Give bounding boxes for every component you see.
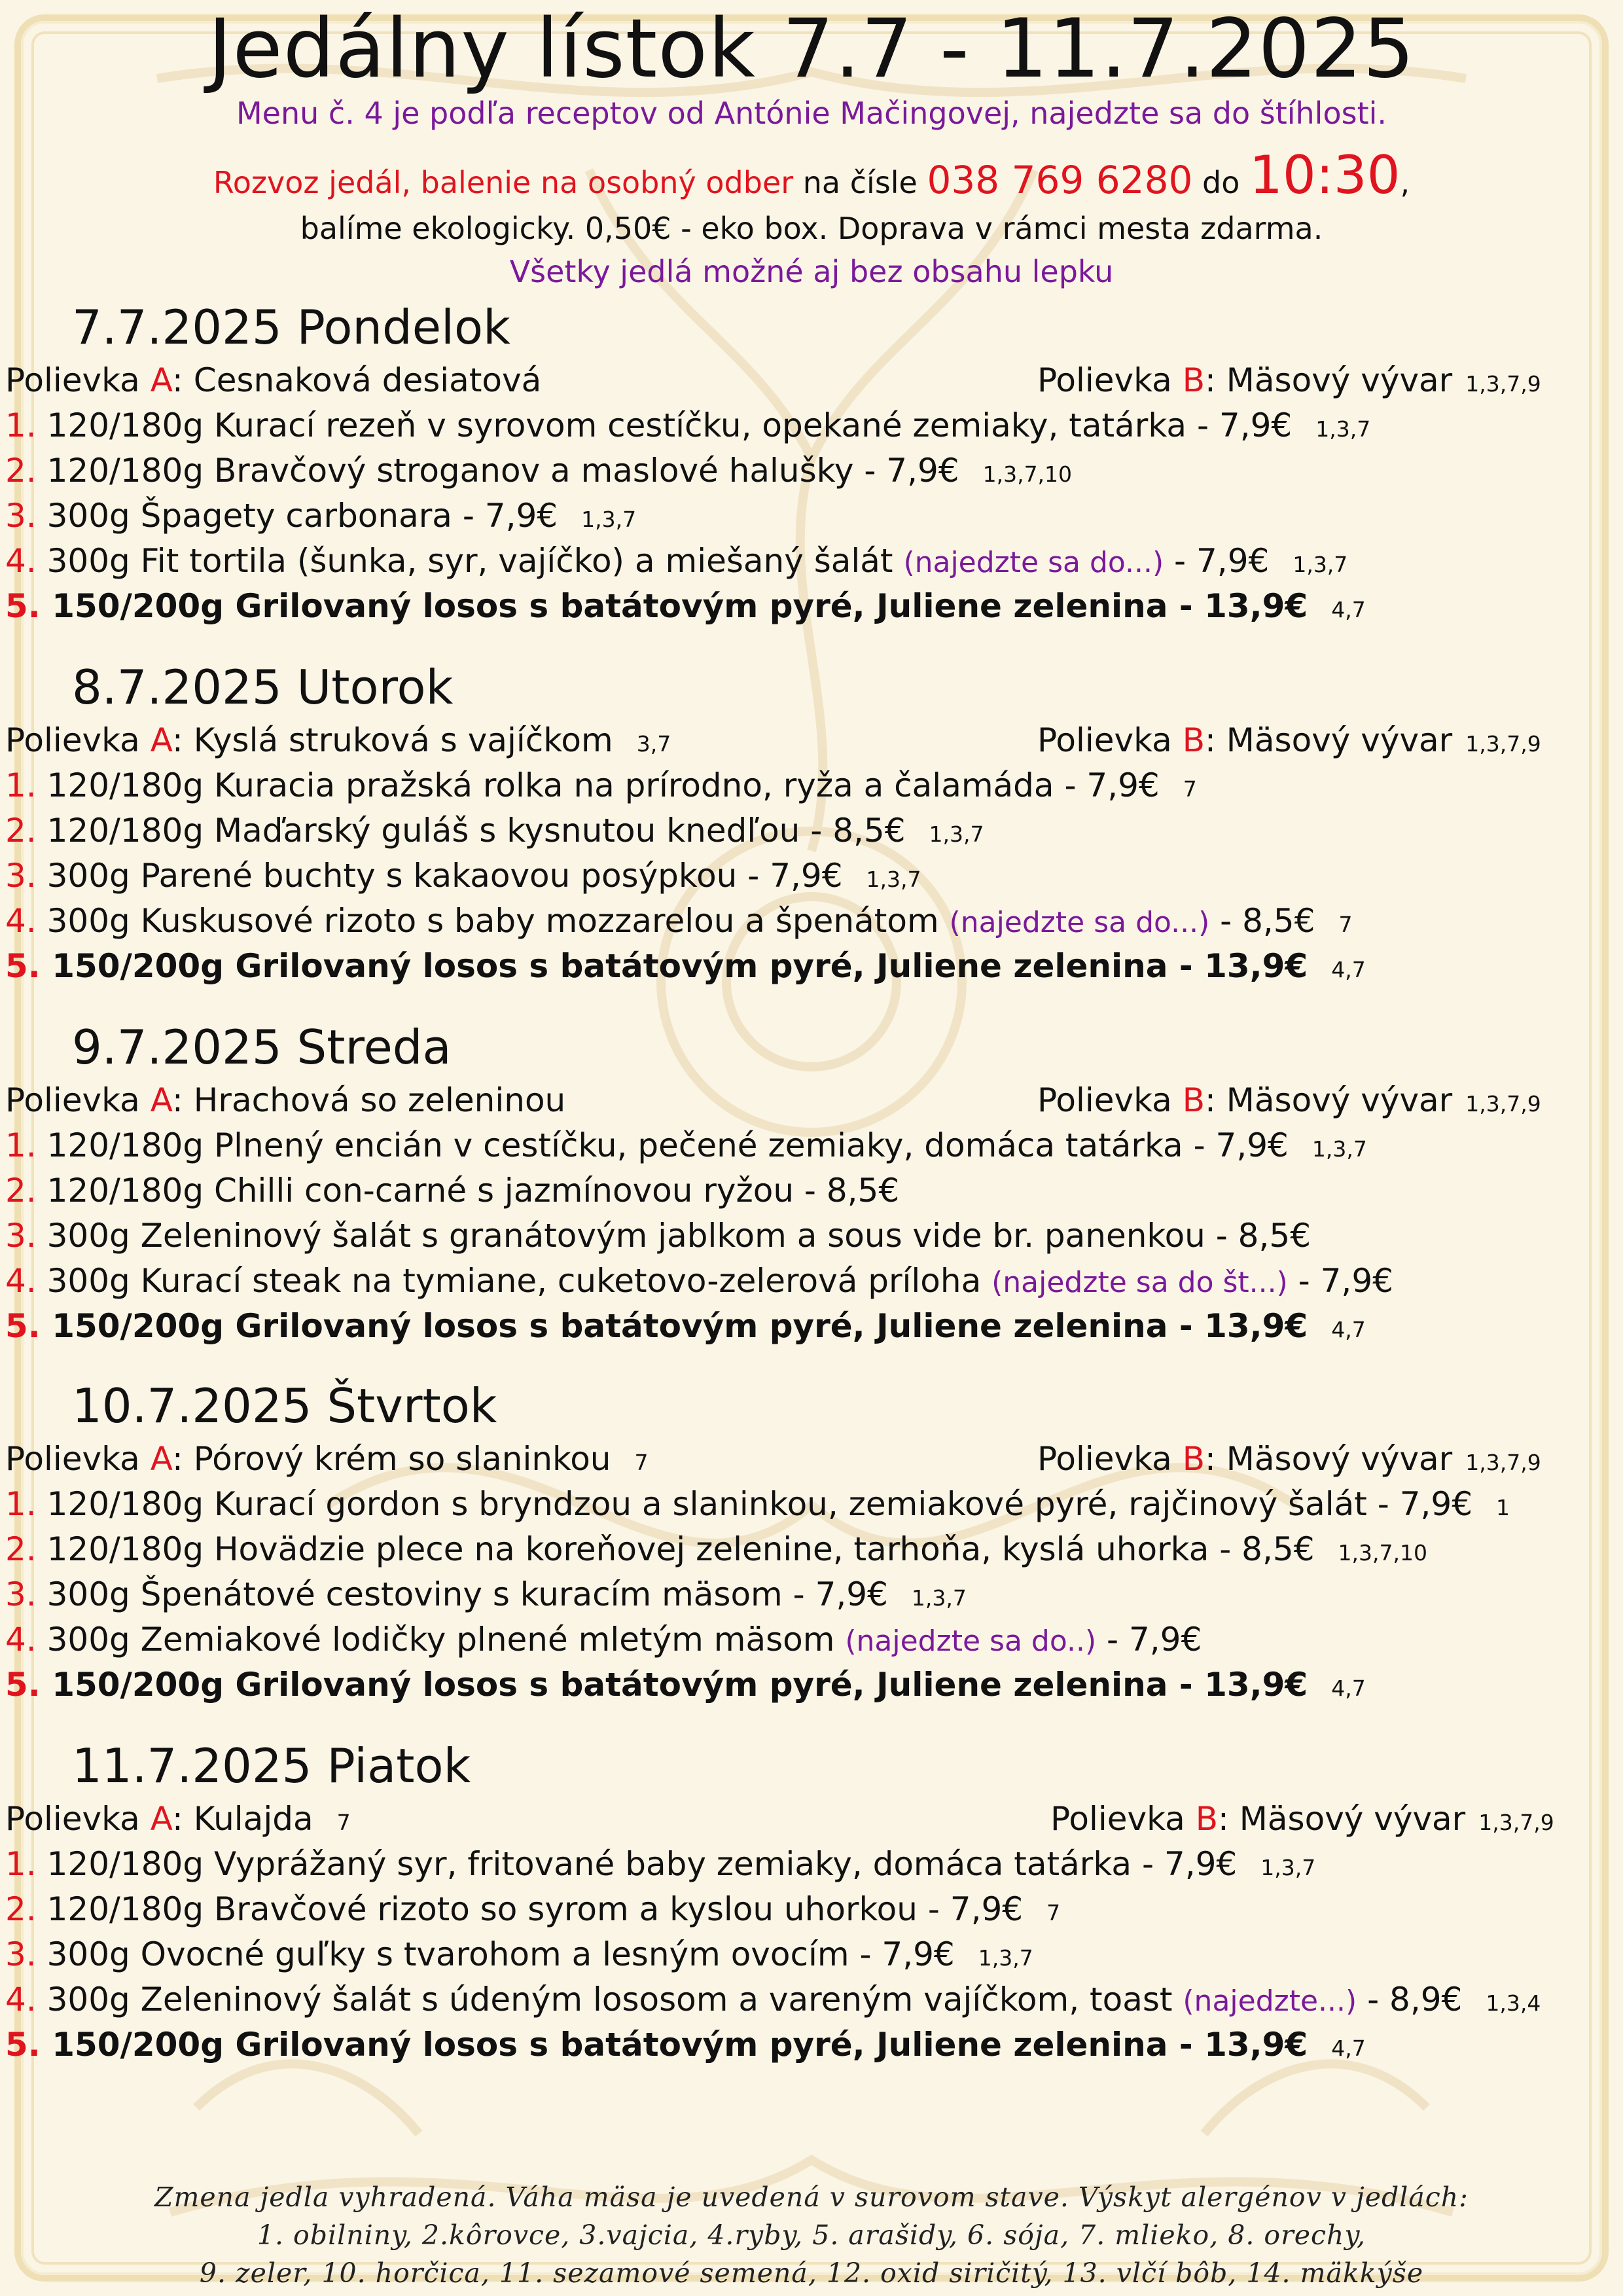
menu-item: [5, 944, 1366, 992]
item-allergens: 4,7: [1331, 1676, 1366, 1701]
item-allergens: 4,7: [1331, 1317, 1366, 1342]
soup-b-allergens: 1,3,7,9: [1465, 371, 1541, 397]
soup-a: [5, 1437, 649, 1485]
soup-a-colon: :: [172, 1081, 194, 1119]
item-text: 150/200g Grilovaný losos s batátovým pyré, Juliene zelenina - 13,9€: [40, 2026, 1308, 2064]
item-allergens: 4,7: [1331, 2036, 1366, 2061]
item-allergens: 1,3,7: [1293, 552, 1348, 577]
item-text: 120/180g Bravčové rizoto so syrom a kyslou uhorkou - 7,9€: [36, 1890, 1024, 1928]
item-text: 120/180g Hovädzie plece na koreňovej zelenine, tarhoňa, kyslá uhorka - 8,5€: [36, 1530, 1315, 1568]
soup-b-name: Mäsový vývar: [1226, 721, 1453, 759]
soup-b-letter: B: [1182, 721, 1205, 759]
menu-item: [5, 448, 1072, 497]
item-price-tail: - 7,9€: [1164, 542, 1270, 580]
soup-b-name: Mäsový vývar: [1226, 1440, 1453, 1478]
item-allergens: 4,7: [1331, 957, 1366, 982]
item-number: 1.: [5, 1126, 37, 1164]
item-text: 120/180g Kurací rezeň v syrovom cestíčku, opekané zemiaky, tatárka - 7,9€: [36, 406, 1293, 444]
menu-item: [5, 2022, 1366, 2071]
item-text: 300g Parené buchty s kakaovou posýpkou - 7,9€: [36, 857, 843, 895]
soup-b-allergens: 1,3,7,9: [1465, 1091, 1541, 1117]
soup-b-colon: :: [1205, 1440, 1226, 1478]
item-allergens: 7: [1338, 912, 1353, 937]
menu-item: [5, 1842, 1315, 1890]
soup-a-name: Kulajda: [193, 1800, 313, 1838]
menu-item: [5, 584, 1366, 632]
soup-b-word: Polievka: [1037, 1081, 1183, 1119]
menu-item: [5, 1617, 1225, 1666]
item-text: 120/180g Maďarský guláš s kysnutou knedľou - 8,5€: [36, 812, 906, 850]
delivery-line: [0, 143, 1623, 215]
item-text: 120/180g Bravčový stroganov a maslové halušky - 7,9€: [36, 452, 959, 490]
menu-item: [5, 539, 1347, 587]
soup-b-word: Polievka: [1037, 361, 1183, 399]
soup-a-letter: A: [150, 721, 173, 759]
menu-item: [5, 1662, 1366, 1711]
allergen-list-2: 9. zeler, 10. horčica, 11. sezamové semená, 12. oxid siričitý, 13. vlčí bôb, 14. mäkkýše: [199, 2257, 1424, 2289]
soup-a-letter: A: [150, 1081, 173, 1119]
soup-b-letter: B: [1182, 1440, 1205, 1478]
delivery-text: Rozvoz jedál, balenie na osobný odber: [213, 165, 794, 200]
item-number: 3.: [5, 1217, 37, 1255]
soup-a-name: Pórový krém so slaninkou: [193, 1440, 611, 1478]
menu-item: [5, 853, 921, 902]
item-text: 300g Zeleninový šalát s údeným lososom a vareným vajíčkom, toast: [36, 1981, 1183, 2018]
item-text: 120/180g Chilli con-carné s jazmínovou ryžou - 8,5€: [36, 1172, 900, 1210]
item-number: 3.: [5, 497, 37, 535]
item-text: 300g Špagety carbonara - 7,9€: [36, 497, 558, 535]
item-number: 1.: [5, 406, 37, 444]
item-text: 300g Zemiakové lodičky plnené mletým mäsom: [36, 1621, 846, 1659]
item-number: 3.: [5, 1575, 37, 1613]
soup-a-word: Polievka: [5, 721, 151, 759]
soup-b-allergens: 1,3,7,9: [1478, 1810, 1554, 1835]
menu-item: [5, 1932, 1033, 1981]
day-heading: 7.7.2025 Pondelok: [72, 300, 510, 355]
day-heading: 8.7.2025 Utorok: [72, 660, 454, 715]
soup-a-colon: :: [172, 361, 194, 399]
item-price-tail: - 8,5€: [1209, 902, 1315, 940]
footer-note: Zmena jedla vyhradená. Váha mäsa je uvedená v surovom stave. Výskyt alergénov v jedlách:: [154, 2181, 1469, 2213]
menu-item: [5, 1213, 1334, 1262]
time-prefix: do: [1192, 165, 1249, 200]
gluten-free-info: Všetky jedlá možné aj bez obsahu lepku: [509, 254, 1114, 289]
item-text: 120/180g Kurací gordon s bryndzou a slaninkou, zemiakové pyré, rajčinový šalát - 7,9€: [36, 1485, 1473, 1523]
page-title: Jedálny lístok 7.7 - 11.7.2025: [207, 2, 1416, 96]
soup-b-word: Polievka: [1050, 1800, 1196, 1838]
soup-b: [1037, 358, 1541, 406]
item-text: 300g Fit tortila (šunka, syr, vajíčko) a miešaný šalát: [36, 542, 904, 580]
item-allergens: 1: [1496, 1495, 1510, 1520]
soup-a-name: Cesnaková desiatová: [193, 361, 542, 399]
menu-item: [5, 1977, 1541, 2026]
soup-a-letter: A: [150, 1440, 173, 1478]
soup-b-colon: :: [1205, 1081, 1226, 1119]
menu-item: [5, 1887, 1060, 1935]
soup-b: [1050, 1797, 1554, 1845]
soup-a-colon: :: [172, 721, 194, 759]
item-number: 2.: [5, 1890, 37, 1928]
soup-b-allergens: 1,3,7,9: [1465, 1450, 1541, 1475]
soup-b: [1037, 1078, 1541, 1126]
item-text: 300g Zeleninový šalát s granátovým jablkom a sous vide br. panenkou - 8,5€: [36, 1217, 1311, 1255]
item-text: 300g Kurací steak na tymiane, cuketovo-zelerová príloha: [36, 1262, 992, 1300]
item-allergens: 1,3,7,10: [1338, 1540, 1427, 1566]
item-allergens: 1,3,4: [1486, 1990, 1541, 2016]
item-price-tail: - 7,9€: [1287, 1262, 1393, 1300]
item-text: 300g Kuskusové rizoto s baby mozzarelou a špenátom: [36, 902, 950, 940]
soup-b-name: Mäsový vývar: [1226, 1081, 1453, 1119]
menu-item: [5, 899, 1352, 947]
soup-a-allergens: 7: [336, 1810, 351, 1835]
item-number: 3.: [5, 857, 37, 895]
item-text: 150/200g Grilovaný losos s batátovým pyré, Juliene zelenina - 13,9€: [40, 1307, 1308, 1345]
menu-item: [5, 1123, 1367, 1172]
soup-a-colon: :: [172, 1800, 194, 1838]
item-allergens: 1,3,7: [866, 867, 921, 892]
item-number: 1.: [5, 1485, 37, 1523]
soup-a-name: Hrachová so zeleninou: [193, 1081, 566, 1119]
menu-item: [5, 763, 1197, 812]
item-allergens: 1,3,7: [978, 1945, 1033, 1971]
soup-b-name: Mäsový vývar: [1226, 361, 1453, 399]
soup-a-allergens: 7: [634, 1450, 649, 1475]
soup-a: [5, 1797, 351, 1845]
soup-a-allergens: 3,7: [636, 731, 671, 757]
soup-a: [5, 1078, 589, 1126]
item-text: 120/180g Kuracia pražská rolka na prírodno, ryža a čalamáda - 7,9€: [36, 766, 1160, 804]
delivery-line-end: ,: [1400, 165, 1410, 200]
soup-b-word: Polievka: [1037, 1440, 1183, 1478]
soup-b-colon: :: [1205, 361, 1226, 399]
soup-b-letter: B: [1182, 361, 1205, 399]
soup-a-name: Kyslá struková s vajíčkom: [193, 721, 613, 759]
item-allergens: 1,3,7,10: [982, 461, 1073, 487]
allergen-list-1: 1. obilniny, 2.kôrovce, 3.vajcia, 4.ryby, 5. arašidy, 6. sója, 7. mlieko, 8. orechy,: [257, 2219, 1366, 2251]
order-deadline: 10:30: [1249, 145, 1400, 206]
menu-item: [5, 1572, 967, 1621]
day-heading: 10.7.2025 Štvrtok: [72, 1378, 497, 1433]
item-note: (najedzte sa do št...): [991, 1266, 1288, 1299]
menu-item: [5, 493, 636, 542]
day-heading: 9.7.2025 Streda: [72, 1020, 452, 1075]
soup-a: [5, 718, 671, 766]
item-allergens: 1,3,7: [581, 507, 637, 532]
phone-prefix: na čísle: [793, 165, 927, 200]
menu-item: [5, 808, 984, 857]
soup-b-allergens: 1,3,7,9: [1465, 731, 1541, 757]
item-number: 4.: [5, 542, 37, 580]
item-number: 4.: [5, 1621, 37, 1659]
soup-a-word: Polievka: [5, 1440, 151, 1478]
item-number: 5.: [5, 2026, 41, 2064]
item-number: 4.: [5, 902, 37, 940]
item-allergens: 1,3,7: [929, 821, 984, 847]
item-number: 2.: [5, 452, 37, 490]
item-text: 150/200g Grilovaný losos s batátovým pyré, Juliene zelenina - 13,9€: [40, 947, 1308, 985]
item-price-tail: - 7,9€: [1096, 1621, 1202, 1659]
soup-b-letter: B: [1195, 1800, 1219, 1838]
item-allergens: 1,3,7: [1311, 1136, 1367, 1162]
item-number: 1.: [5, 766, 37, 804]
item-allergens: 1,3,7: [911, 1585, 967, 1611]
item-number: 5.: [5, 1307, 41, 1345]
item-allergens: 4,7: [1331, 597, 1366, 622]
item-number: 5.: [5, 947, 41, 985]
item-number: 2.: [5, 1172, 37, 1210]
item-number: 5.: [5, 1666, 41, 1704]
item-allergens: 1,3,7: [1260, 1855, 1316, 1880]
item-text: 120/180g Vyprážaný syr, fritované baby zemiaky, domáca tatárka - 7,9€: [36, 1845, 1238, 1883]
item-text: 300g Špenátové cestoviny s kuracím mäsom - 7,9€: [36, 1575, 888, 1613]
item-number: 5.: [5, 587, 41, 625]
menu-item: [5, 1168, 923, 1217]
item-text: 300g Ovocné guľky s tvarohom a lesným ovocím - 7,9€: [36, 1935, 955, 1973]
item-allergens: 7: [1046, 1900, 1061, 1926]
item-note: (najedzte sa do..): [845, 1624, 1097, 1658]
soup-b-colon: :: [1218, 1800, 1240, 1838]
item-note: (najedzte sa do...): [903, 546, 1164, 579]
day-heading: 11.7.2025 Piatok: [72, 1738, 471, 1793]
soup-b-name: Mäsový vývar: [1239, 1800, 1466, 1838]
menu-item: [5, 403, 1370, 452]
soup-b: [1037, 1437, 1541, 1485]
soup-b-colon: :: [1205, 721, 1226, 759]
item-number: 4.: [5, 1981, 37, 2018]
soup-a-word: Polievka: [5, 361, 151, 399]
item-number: 3.: [5, 1935, 37, 1973]
item-number: 2.: [5, 1530, 37, 1568]
item-allergens: 1,3,7: [1315, 416, 1371, 442]
soup-a-word: Polievka: [5, 1800, 151, 1838]
phone-number: 038 769 6280: [927, 158, 1193, 202]
item-number: 1.: [5, 1845, 37, 1883]
item-number: 2.: [5, 812, 37, 850]
item-number: 4.: [5, 1262, 37, 1300]
item-note: (najedzte...): [1183, 1984, 1357, 2018]
item-text: 120/180g Plnený encián v cestíčku, pečené zemiaky, domáca tatárka - 7,9€: [36, 1126, 1289, 1164]
soup-b-word: Polievka: [1037, 721, 1183, 759]
menu-item: [5, 1482, 1510, 1530]
menu-item: [5, 1304, 1366, 1352]
soup-b: [1037, 718, 1541, 766]
menu-item: [5, 1259, 1417, 1307]
soup-a: [5, 358, 565, 406]
item-text: 150/200g Grilovaný losos s batátovým pyré, Juliene zelenina - 13,9€: [40, 587, 1308, 625]
soup-a-letter: A: [150, 1800, 173, 1838]
item-note: (najedzte sa do...): [949, 906, 1210, 939]
item-text: 150/200g Grilovaný losos s batátovým pyré, Juliene zelenina - 13,9€: [40, 1666, 1308, 1704]
eco-packaging-info: balíme ekologicky. 0,50€ - eko box. Doprava v rámci mesta zdarma.: [300, 211, 1323, 246]
item-price-tail: - 8,9€: [1357, 1981, 1463, 2018]
soup-a-colon: :: [172, 1440, 194, 1478]
soup-a-word: Polievka: [5, 1081, 151, 1119]
menu-subtitle: Menu č. 4 je podľa receptov od Antónie Mačingovej, najedzte sa do štíhlosti.: [236, 96, 1387, 131]
soup-b-letter: B: [1182, 1081, 1205, 1119]
soup-a-letter: A: [150, 361, 173, 399]
item-allergens: 7: [1183, 776, 1197, 802]
menu-item: [5, 1527, 1427, 1575]
